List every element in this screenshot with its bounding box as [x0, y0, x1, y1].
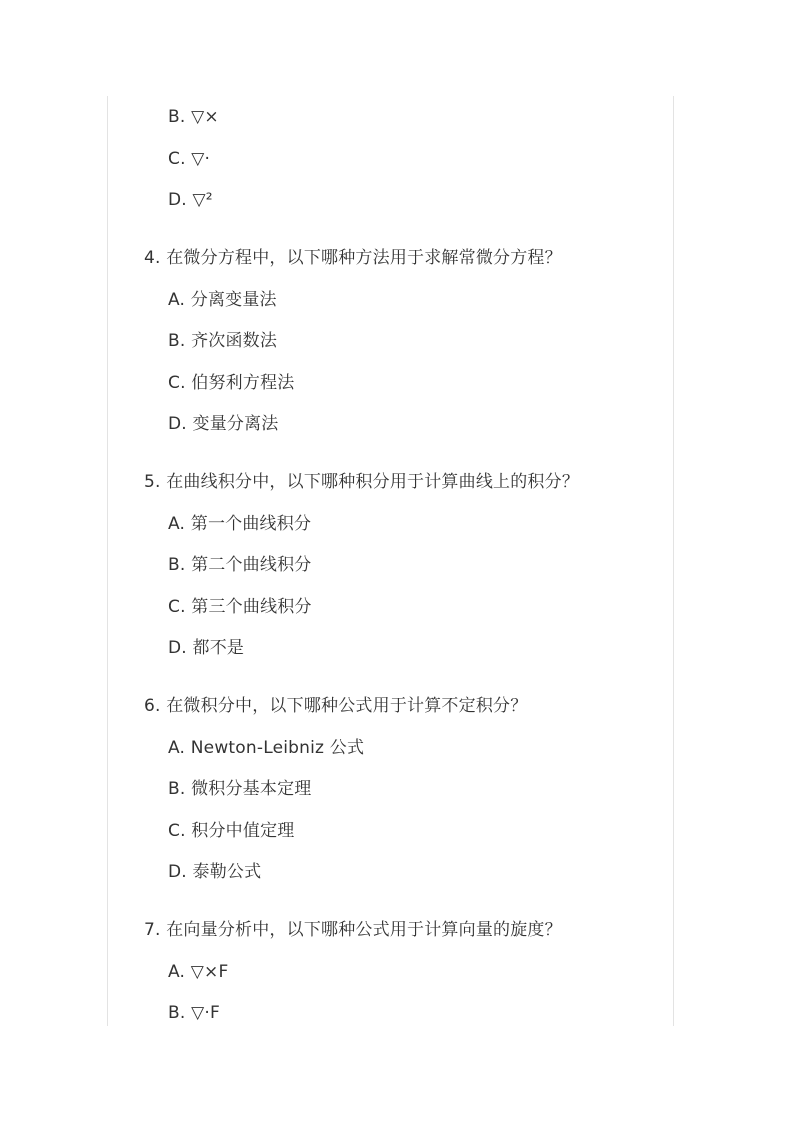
option-3b: B. ▽× — [168, 107, 219, 127]
question-7: 7. 在向量分析中，以下哪种公式用于计算向量的旋度？ — [144, 920, 562, 940]
option-5c: C. 第三个曲线积分 — [168, 597, 312, 617]
option-5b: B. 第二个曲线积分 — [168, 555, 312, 575]
option-5d: D. 都不是 — [168, 638, 245, 658]
question-5: 5. 在曲线积分中，以下哪种积分用于计算曲线上的积分？ — [144, 472, 580, 492]
option-4c: C. 伯努利方程法 — [168, 373, 295, 393]
option-3d: D. ▽² — [168, 190, 213, 210]
option-4d: D. 变量分离法 — [168, 414, 279, 434]
option-7a: A. ▽×F — [168, 962, 229, 982]
question-4: 4. 在微分方程中，以下哪种方法用于求解常微分方程？ — [144, 248, 562, 268]
option-4b: B. 齐次函数法 — [168, 331, 278, 351]
option-6d: D. 泰勒公式 — [168, 862, 262, 882]
option-3c: C. ▽· — [168, 149, 211, 169]
option-5a: A. 第一个曲线积分 — [168, 514, 312, 534]
option-6a: A. Newton-Leibniz 公式 — [168, 738, 365, 758]
option-4a: A. 分离变量法 — [168, 290, 277, 310]
option-6c: C. 积分中值定理 — [168, 821, 295, 841]
option-7b: B. ▽·F — [168, 1003, 220, 1023]
option-6b: B. 微积分基本定理 — [168, 779, 312, 799]
question-6: 6. 在微积分中，以下哪种公式用于计算不定积分？ — [144, 696, 528, 716]
